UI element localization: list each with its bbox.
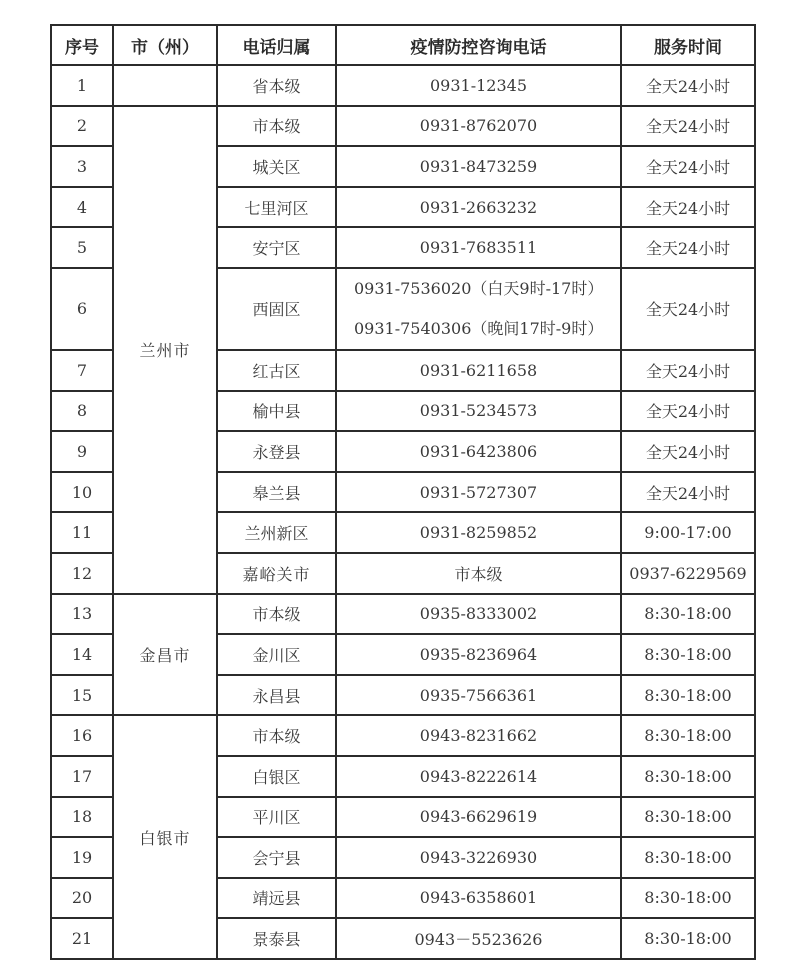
- area-cell: 金川区: [217, 634, 336, 675]
- phone-cell: 0943-6358601: [336, 878, 621, 919]
- phone-cell: 0943-6629619: [336, 797, 621, 838]
- row-index: 18: [51, 797, 113, 838]
- hours-cell: 8:30-18:00: [621, 715, 755, 756]
- row-index: 13: [51, 594, 113, 635]
- area-cell: 安宁区: [217, 227, 336, 268]
- phone-cell: 0935-8333002: [336, 594, 621, 635]
- hotline-sheet: [50, 24, 754, 960]
- row-index: 19: [51, 837, 113, 878]
- area-cell: 兰州新区: [217, 512, 336, 553]
- row-index: 15: [51, 675, 113, 716]
- hours-cell: 8:30-18:00: [621, 878, 755, 919]
- area-cell: 平川区: [217, 797, 336, 838]
- phone-cell: 0931-12345: [336, 65, 621, 106]
- phone-cell: 0943-3226930: [336, 837, 621, 878]
- phone-cell: 0931-8259852: [336, 512, 621, 553]
- area-cell: 省本级: [217, 65, 336, 106]
- phone-cell: 0943－5523626: [336, 918, 621, 959]
- row-index: 3: [51, 146, 113, 187]
- phone-cell: 0931-5727307: [336, 472, 621, 513]
- row-index: 6: [51, 268, 113, 350]
- phone-line-night: 0931-7540306（晚间17时-9时）: [354, 318, 604, 338]
- table-row: [51, 715, 755, 756]
- row-index: 4: [51, 187, 113, 228]
- area-cell: 市本级: [217, 106, 336, 147]
- phone-cell: 0931-6211658: [336, 350, 621, 391]
- hours-cell: 全天24小时: [621, 187, 755, 228]
- city-cell-jinchang: 金昌市: [113, 594, 217, 716]
- phone-cell: 0931-8473259: [336, 146, 621, 187]
- row-index: 8: [51, 391, 113, 432]
- hours-cell: 全天24小时: [621, 65, 755, 106]
- hours-cell: 8:30-18:00: [621, 675, 755, 716]
- city-cell-lanzhou: 兰州市: [113, 106, 217, 594]
- row-index: 14: [51, 634, 113, 675]
- header-hours: 服务时间: [621, 25, 755, 65]
- hours-cell: 9:00-17:00: [621, 512, 755, 553]
- row-index: 17: [51, 756, 113, 797]
- row-index: 5: [51, 227, 113, 268]
- phone-cell: 0935-8236964: [336, 634, 621, 675]
- row-index: 2: [51, 106, 113, 147]
- row-index: 1: [51, 65, 113, 106]
- row-index: 10: [51, 472, 113, 513]
- hours-cell: 全天24小时: [621, 227, 755, 268]
- area-cell: 西固区: [217, 268, 336, 350]
- phone-cell: 0943-8222614: [336, 756, 621, 797]
- area-cell: 市本级: [217, 715, 336, 756]
- header-city: 市（州）: [113, 25, 217, 65]
- area-cell: 红古区: [217, 350, 336, 391]
- hours-cell: 全天24小时: [621, 391, 755, 432]
- hours-cell: 全天24小时: [621, 268, 755, 350]
- phone-cell-multi: [336, 268, 621, 350]
- area-cell: 市本级: [336, 553, 621, 594]
- hours-cell: 8:30-18:00: [621, 634, 755, 675]
- phone-cell: 0943-8231662: [336, 715, 621, 756]
- area-cell: 靖远县: [217, 878, 336, 919]
- area-cell: 七里河区: [217, 187, 336, 228]
- hours-cell: 8:30-18:00: [621, 797, 755, 838]
- hours-cell: 8:30-18:00: [621, 756, 755, 797]
- area-cell: 市本级: [217, 594, 336, 635]
- hours-cell: 8:30-18:00: [621, 837, 755, 878]
- hours-cell: 全天24小时: [621, 146, 755, 187]
- row-index: 11: [51, 512, 113, 553]
- hours-cell: 全天24小时: [621, 106, 755, 147]
- hours-cell: 全天24小时: [621, 350, 755, 391]
- area-cell: 景泰县: [217, 918, 336, 959]
- hours-cell: 全天24小时: [621, 431, 755, 472]
- area-cell: 永昌县: [217, 675, 336, 716]
- phone-cell: 0931-2663232: [336, 187, 621, 228]
- hours-cell: 8:30-18:00: [621, 594, 755, 635]
- phone-cell: 0931-5234573: [336, 391, 621, 432]
- row-index: 16: [51, 715, 113, 756]
- city-cell-baiyin: 白银市: [113, 715, 217, 959]
- header-phone: 疫情防控咨询电话: [336, 25, 621, 65]
- area-cell: 城关区: [217, 146, 336, 187]
- phone-cell: 0931-6423806: [336, 431, 621, 472]
- phone-line-day: 0931-7536020（白天9时-17时）: [354, 278, 604, 298]
- hours-cell: 8:30-18:00: [621, 918, 755, 959]
- hours-cell: 全天24小时: [621, 472, 755, 513]
- table-row: [51, 594, 755, 635]
- phone-cell: 0937-6229569: [621, 553, 755, 594]
- area-cell: 榆中县: [217, 391, 336, 432]
- row-index: 7: [51, 350, 113, 391]
- area-cell: 永登县: [217, 431, 336, 472]
- header-index: 序号: [51, 25, 113, 65]
- row-index: 21: [51, 918, 113, 959]
- row-index: 9: [51, 431, 113, 472]
- table-row: [51, 65, 755, 106]
- phone-cell: 0935-7566361: [336, 675, 621, 716]
- hotline-table: [50, 24, 756, 960]
- area-cell: 会宁县: [217, 837, 336, 878]
- phone-cell: 0931-8762070: [336, 106, 621, 147]
- city-cell-jiayuguan: 嘉峪关市: [217, 553, 336, 594]
- row-index: 12: [51, 553, 113, 594]
- header-area: 电话归属: [217, 25, 336, 65]
- phone-cell: 0931-7683511: [336, 227, 621, 268]
- header-row: [51, 25, 755, 65]
- area-cell: 白银区: [217, 756, 336, 797]
- area-cell: 皋兰县: [217, 472, 336, 513]
- table-row: [51, 106, 755, 147]
- row-index: 20: [51, 878, 113, 919]
- city-cell-empty: [113, 65, 217, 106]
